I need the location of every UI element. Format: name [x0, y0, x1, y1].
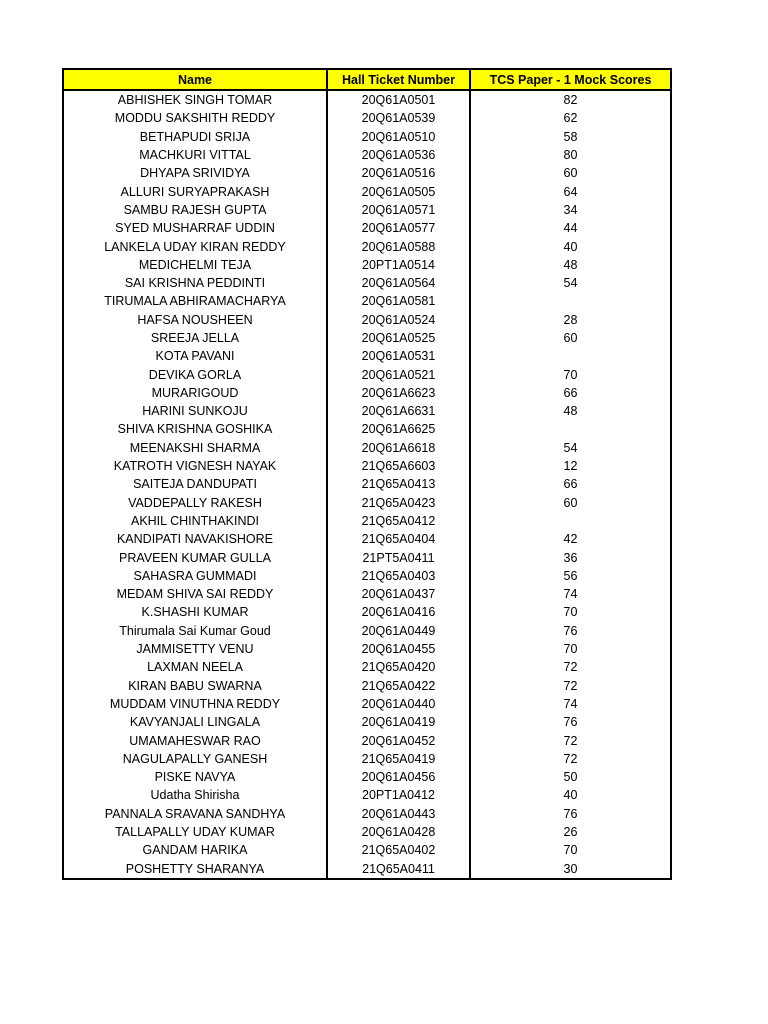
- cell-score: 60: [470, 329, 671, 347]
- table-row: [63, 823, 671, 841]
- cell-hall-ticket: 20Q61A6631: [327, 402, 470, 420]
- cell-score: 70: [470, 603, 671, 621]
- table-row: [63, 713, 671, 731]
- cell-score: 50: [470, 768, 671, 786]
- cell-score: 80: [470, 146, 671, 164]
- cell-hall-ticket: 20Q61A0419: [327, 713, 470, 731]
- cell-name: KIRAN BABU SWARNA: [63, 677, 327, 695]
- table-row: [63, 548, 671, 566]
- cell-score: 72: [470, 750, 671, 768]
- table-row: [63, 256, 671, 274]
- table-row: [63, 420, 671, 438]
- table-row: [63, 622, 671, 640]
- cell-name: SREEJA JELLA: [63, 329, 327, 347]
- cell-name: MEDAM SHIVA SAI REDDY: [63, 585, 327, 603]
- cell-hall-ticket: 20Q61A0539: [327, 109, 470, 127]
- cell-name: SHIVA KRISHNA GOSHIKA: [63, 420, 327, 438]
- cell-hall-ticket: 20Q61A0536: [327, 146, 470, 164]
- cell-score: 30: [470, 859, 671, 878]
- cell-score: 40: [470, 786, 671, 804]
- cell-score: 64: [470, 182, 671, 200]
- cell-name: MUDDAM VINUTHNA REDDY: [63, 695, 327, 713]
- cell-name: MACHKURI VITTAL: [63, 146, 327, 164]
- table-row: [63, 603, 671, 621]
- table-row: [63, 109, 671, 127]
- cell-hall-ticket: 20Q61A0456: [327, 768, 470, 786]
- cell-score: 66: [470, 384, 671, 402]
- cell-name: UMAMAHESWAR RAO: [63, 731, 327, 749]
- cell-score: 44: [470, 219, 671, 237]
- cell-score: 54: [470, 439, 671, 457]
- cell-score: 70: [470, 841, 671, 859]
- table-row: [63, 384, 671, 402]
- cell-hall-ticket: 20Q61A0505: [327, 182, 470, 200]
- table-row: [63, 402, 671, 420]
- table-row: [63, 292, 671, 310]
- cell-hall-ticket: 20Q61A0531: [327, 347, 470, 365]
- cell-score: 72: [470, 658, 671, 676]
- table-row: [63, 182, 671, 200]
- cell-name: SYED MUSHARRAF UDDIN: [63, 219, 327, 237]
- cell-score: [470, 420, 671, 438]
- cell-score: 56: [470, 567, 671, 585]
- cell-hall-ticket: 20Q61A0521: [327, 365, 470, 383]
- table-row: [63, 201, 671, 219]
- table-row: [63, 658, 671, 676]
- table-row: [63, 512, 671, 530]
- table-row: [63, 841, 671, 859]
- table-row: [63, 750, 671, 768]
- cell-score: 72: [470, 677, 671, 695]
- cell-name: SAHASRA GUMMADI: [63, 567, 327, 585]
- table-row: [63, 365, 671, 383]
- cell-score: 62: [470, 109, 671, 127]
- cell-score: 40: [470, 237, 671, 255]
- cell-hall-ticket: 20Q61A0588: [327, 237, 470, 255]
- cell-score: 42: [470, 530, 671, 548]
- cell-hall-ticket: 21Q65A0403: [327, 567, 470, 585]
- cell-score: 58: [470, 128, 671, 146]
- cell-hall-ticket: 20Q61A0510: [327, 128, 470, 146]
- cell-hall-ticket: 20Q61A0524: [327, 311, 470, 329]
- cell-name: KANDIPATI NAVAKISHORE: [63, 530, 327, 548]
- cell-name: LANKELA UDAY KIRAN REDDY: [63, 237, 327, 255]
- cell-name: POSHETTY SHARANYA: [63, 859, 327, 878]
- cell-score: 70: [470, 640, 671, 658]
- cell-name: TALLAPALLY UDAY KUMAR: [63, 823, 327, 841]
- cell-score: 76: [470, 713, 671, 731]
- cell-hall-ticket: 21Q65A0412: [327, 512, 470, 530]
- cell-name: MODDU SAKSHITH REDDY: [63, 109, 327, 127]
- cell-hall-ticket: 21Q65A0419: [327, 750, 470, 768]
- table-row: [63, 237, 671, 255]
- header-row: [63, 69, 671, 90]
- cell-hall-ticket: 20PT1A0514: [327, 256, 470, 274]
- cell-name: AKHIL CHINTHAKINDI: [63, 512, 327, 530]
- cell-hall-ticket: 20Q61A0416: [327, 603, 470, 621]
- cell-name: PANNALA SRAVANA SANDHYA: [63, 805, 327, 823]
- cell-score: 48: [470, 402, 671, 420]
- cell-score: 28: [470, 311, 671, 329]
- column-header-hall-ticket: Hall Ticket Number: [327, 69, 470, 90]
- table-row: [63, 329, 671, 347]
- spreadsheet: [62, 68, 670, 880]
- cell-hall-ticket: 20Q61A0516: [327, 164, 470, 182]
- cell-name: Thirumala Sai Kumar Goud: [63, 622, 327, 640]
- cell-score: 26: [470, 823, 671, 841]
- table-row: [63, 146, 671, 164]
- table-row: [63, 695, 671, 713]
- table-row: [63, 439, 671, 457]
- cell-name: MEENAKSHI SHARMA: [63, 439, 327, 457]
- table-row: [63, 585, 671, 603]
- table-row: [63, 677, 671, 695]
- cell-name: BETHAPUDI SRIJA: [63, 128, 327, 146]
- cell-hall-ticket: 20Q61A0525: [327, 329, 470, 347]
- cell-hall-ticket: 20Q61A0428: [327, 823, 470, 841]
- cell-name: NAGULAPALLY GANESH: [63, 750, 327, 768]
- table-row: [63, 859, 671, 878]
- cell-name: KATROTH VIGNESH NAYAK: [63, 457, 327, 475]
- cell-score: 60: [470, 494, 671, 512]
- table-row: [63, 805, 671, 823]
- cell-name: PISKE NAVYA: [63, 768, 327, 786]
- cell-name: SAMBU RAJESH GUPTA: [63, 201, 327, 219]
- cell-score: 66: [470, 475, 671, 493]
- cell-hall-ticket: 20Q61A0581: [327, 292, 470, 310]
- table-row: [63, 494, 671, 512]
- scores-table: [62, 68, 672, 880]
- cell-score: 74: [470, 585, 671, 603]
- cell-hall-ticket: 20Q61A6623: [327, 384, 470, 402]
- cell-score: 60: [470, 164, 671, 182]
- cell-name: MEDICHELMI TEJA: [63, 256, 327, 274]
- cell-score: 48: [470, 256, 671, 274]
- table-row: [63, 311, 671, 329]
- cell-hall-ticket: 20Q61A6625: [327, 420, 470, 438]
- cell-name: K.SHASHI KUMAR: [63, 603, 327, 621]
- cell-hall-ticket: 21Q65A0402: [327, 841, 470, 859]
- cell-hall-ticket: 20Q61A0443: [327, 805, 470, 823]
- cell-name: GANDAM HARIKA: [63, 841, 327, 859]
- table-row: [63, 164, 671, 182]
- cell-hall-ticket: 20Q61A0437: [327, 585, 470, 603]
- cell-hall-ticket: 20Q61A0577: [327, 219, 470, 237]
- cell-score: [470, 292, 671, 310]
- cell-score: 12: [470, 457, 671, 475]
- cell-hall-ticket: 20Q61A0501: [327, 90, 470, 109]
- cell-hall-ticket: 20Q61A6618: [327, 439, 470, 457]
- cell-hall-ticket: 20Q61A0564: [327, 274, 470, 292]
- cell-name: KOTA PAVANI: [63, 347, 327, 365]
- table-row: [63, 768, 671, 786]
- cell-score: 54: [470, 274, 671, 292]
- cell-name: JAMMISETTY VENU: [63, 640, 327, 658]
- cell-score: [470, 347, 671, 365]
- cell-score: 70: [470, 365, 671, 383]
- cell-hall-ticket: 21Q65A0423: [327, 494, 470, 512]
- cell-name: VADDEPALLY RAKESH: [63, 494, 327, 512]
- cell-hall-ticket: 21Q65A0422: [327, 677, 470, 695]
- cell-name: SAI KRISHNA PEDDINTI: [63, 274, 327, 292]
- cell-name: DEVIKA GORLA: [63, 365, 327, 383]
- cell-hall-ticket: 21Q65A0420: [327, 658, 470, 676]
- cell-score: 34: [470, 201, 671, 219]
- cell-name: Udatha Shirisha: [63, 786, 327, 804]
- table-row: [63, 567, 671, 585]
- cell-score: 82: [470, 90, 671, 109]
- cell-hall-ticket: 20Q61A0571: [327, 201, 470, 219]
- cell-name: TIRUMALA ABHIRAMACHARYA: [63, 292, 327, 310]
- cell-hall-ticket: 20Q61A0455: [327, 640, 470, 658]
- cell-hall-ticket: 21Q65A0413: [327, 475, 470, 493]
- column-header-name: Name: [63, 69, 327, 90]
- cell-name: HAFSA NOUSHEEN: [63, 311, 327, 329]
- cell-hall-ticket: 20Q61A0452: [327, 731, 470, 749]
- table-row: [63, 347, 671, 365]
- table-header: [63, 69, 671, 90]
- cell-hall-ticket: 20Q61A0449: [327, 622, 470, 640]
- cell-score: 76: [470, 805, 671, 823]
- cell-hall-ticket: 21PT5A0411: [327, 548, 470, 566]
- cell-name: SAITEJA DANDUPATI: [63, 475, 327, 493]
- cell-name: ABHISHEK SINGH TOMAR: [63, 90, 327, 109]
- table-row: [63, 90, 671, 109]
- table-row: [63, 274, 671, 292]
- cell-score: 74: [470, 695, 671, 713]
- cell-name: LAXMAN NEELA: [63, 658, 327, 676]
- table-row: [63, 786, 671, 804]
- table-body: [63, 90, 671, 879]
- table-row: [63, 640, 671, 658]
- cell-score: 72: [470, 731, 671, 749]
- cell-score: [470, 512, 671, 530]
- table-row: [63, 128, 671, 146]
- cell-name: DHYAPA SRIVIDYA: [63, 164, 327, 182]
- table-row: [63, 731, 671, 749]
- table-row: [63, 530, 671, 548]
- column-header-score: TCS Paper - 1 Mock Scores: [470, 69, 671, 90]
- cell-hall-ticket: 20PT1A0412: [327, 786, 470, 804]
- table-row: [63, 457, 671, 475]
- cell-name: MURARIGOUD: [63, 384, 327, 402]
- cell-score: 36: [470, 548, 671, 566]
- cell-hall-ticket: 21Q65A0404: [327, 530, 470, 548]
- table-row: [63, 219, 671, 237]
- cell-hall-ticket: 21Q65A0411: [327, 859, 470, 878]
- cell-name: KAVYANJALI LINGALA: [63, 713, 327, 731]
- cell-hall-ticket: 20Q61A0440: [327, 695, 470, 713]
- cell-name: PRAVEEN KUMAR GULLA: [63, 548, 327, 566]
- cell-score: 76: [470, 622, 671, 640]
- table-row: [63, 475, 671, 493]
- cell-hall-ticket: 21Q65A6603: [327, 457, 470, 475]
- cell-name: ALLURI SURYAPRAKASH: [63, 182, 327, 200]
- cell-name: HARINI SUNKOJU: [63, 402, 327, 420]
